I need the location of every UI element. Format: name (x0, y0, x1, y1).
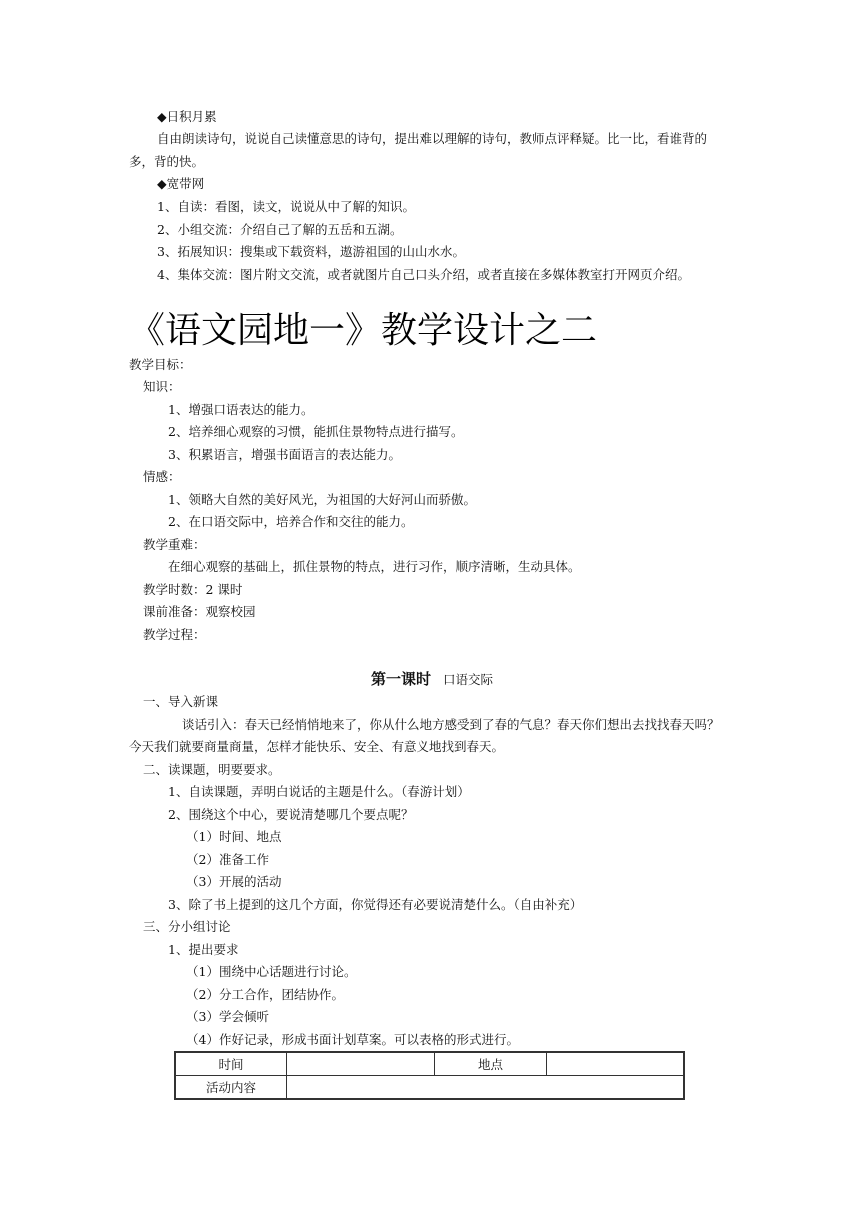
lesson-title: 第一课时 (371, 670, 432, 688)
part2-item-3: 3、除了书上提到的这几个方面，你觉得还有必要说清楚什么。（自由补充） (168, 897, 583, 912)
lesson-subtitle: 口语交际 (443, 672, 494, 687)
broadband-item-1: 1、自读：看图，读文，说说从中了解的知识。 (157, 199, 415, 214)
lesson-heading (371, 669, 493, 690)
key-label: 教学重难： (143, 537, 206, 552)
part2-subitem-2: （2）准备工作 (186, 852, 269, 867)
part3-heading: 三、分小组讨论 (143, 919, 231, 934)
time-header: 时间 (175, 1052, 287, 1076)
key-text: 在细心观察的基础上，抓住景物的特点，进行习作，顺序清晰，生动具体。 (168, 559, 581, 574)
table-row (175, 1076, 684, 1100)
part3-subitem-4: （4）作好记录，形成书面计划草案。可以表格的形式进行。 (186, 1032, 519, 1047)
knowledge-item-1: 1、增强口语表达的能力。 (168, 402, 314, 417)
broadband-item-2: 2、小组交流：介绍自己了解的五岳和五湖。 (157, 222, 403, 237)
accumulate-text-line-2: 多，背的快。 (129, 154, 205, 169)
activity-header: 活动内容 (175, 1076, 287, 1100)
place-header: 地点 (435, 1052, 547, 1076)
part3-subitem-3: （3）学会倾听 (186, 1009, 269, 1024)
activity-cell (287, 1076, 685, 1100)
process-label: 教学过程： (143, 627, 206, 642)
goals-label: 教学目标： (129, 357, 192, 372)
knowledge-item-2: 2、培养细心观察的习惯，能抓住景物特点进行描写。 (168, 424, 464, 439)
part1-heading: 一、导入新课 (143, 694, 219, 709)
part3-subitem-2: （2）分工合作，团结协作。 (186, 987, 344, 1002)
preparation: 课前准备：观察校园 (143, 604, 256, 619)
part2-heading: 二、读课题，明要要求。 (143, 762, 281, 777)
part2-item-2: 2、围绕这个中心，要说清楚哪几个要点呢？ (168, 807, 414, 822)
broadband-heading: ◆宽带网 (157, 176, 205, 191)
place-cell (547, 1052, 685, 1076)
accumulate-text-line-1: 自由朗读诗句，说说自己读懂意思的诗句，提出难以理解的诗句，教师点评释疑。比一比，看谁背的 (157, 131, 708, 146)
plan-table (174, 1051, 685, 1100)
knowledge-item-3: 3、积累语言，增强书面语言的表达能力。 (168, 447, 401, 462)
part3-subitem-1: （1）围绕中心话题进行讨论。 (186, 964, 357, 979)
accumulate-heading: ◆日积月累 (157, 109, 217, 124)
document-title: 《语文园地一》教学设计之二 (129, 310, 598, 351)
part2-subitem-1: （1）时间、地点 (186, 829, 282, 844)
time-cell (287, 1052, 435, 1076)
emotion-label: 情感： (143, 469, 181, 484)
broadband-item-3: 3、拓展知识：搜集或下载资料，遨游祖国的山山水水。 (157, 244, 465, 259)
part3-item-1: 1、提出要求 (168, 942, 239, 957)
table-row (175, 1052, 684, 1076)
emotion-item-1: 1、领略大自然的美好风光，为祖国的大好河山而骄傲。 (168, 492, 476, 507)
part1-line-1: 谈话引入：春天已经悄悄地来了，你从什么地方感受到了春的气息？春天你们想出去找找春天吗？ (182, 717, 720, 732)
part1-line-2: 今天我们就要商量商量，怎样才能快乐、安全、有意义地找到春天。 (129, 739, 505, 754)
broadband-item-4: 4、集体交流：图片附文交流，或者就图片自己口头介绍，或者直接在多媒体教室打开网页介绍。 (157, 267, 690, 282)
part2-subitem-3: （3）开展的活动 (186, 874, 282, 889)
knowledge-label: 知识： (143, 379, 181, 394)
teaching-hours: 教学时数：2 课时 (143, 582, 243, 597)
emotion-item-2: 2、在口语交际中，培养合作和交往的能力。 (168, 514, 414, 529)
part2-item-1: 1、自读课题，弄明白说话的主题是什么。（春游计划） (168, 784, 470, 799)
